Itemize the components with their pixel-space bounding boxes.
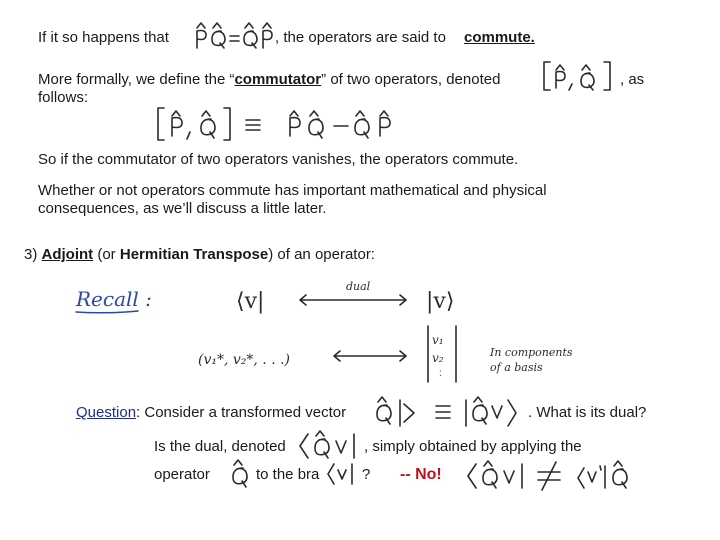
components-arrow [334,351,406,361]
commute-keyword: commute. [464,29,535,46]
section-heading: 3) Adjoint (or Hermitian Transpose) of an operator: [24,246,375,263]
column-v1: v₁ [432,333,444,347]
para4-line1: Whether or not operators commute has important mathematical and physical [38,182,547,199]
adjoint-keyword: Adjoint [41,246,94,263]
para1-before: If it so happens that [38,29,169,46]
commutator-keyword: commutator [234,71,322,88]
para2-as: , as [620,71,645,88]
svg-text::: : [439,368,442,379]
bra-v: ⟨v| [236,289,265,314]
question-mark: ? [362,466,371,483]
recall-label: Recall : [76,287,152,311]
q-hat-operator [226,456,254,488]
components-label-2: of a basis [490,361,543,374]
question-line2-after: , simply obtained by applying the [364,438,582,455]
row-vector: (v₁*, v₂*, . . .) [198,352,291,368]
para2-line1-start: More formally, we define the “commutator” of two operators, denoted [38,71,501,88]
para3: So if the commutator of two operators vanishes, the operators commute. [38,151,519,168]
dual-label: dual [346,280,371,293]
question-line1: Question: Consider a transformed vector [76,404,347,421]
no-answer: -- No! [400,466,442,483]
para2-line2: follows: [38,89,89,106]
pq-equals-qp-equation [187,18,287,52]
q-ket-equals-qv-equation [372,392,528,428]
dual-arrow [300,295,406,305]
recall-diagram [70,278,590,388]
not-equal-expression [464,456,640,492]
para4-line2: consequences, as we’ll discuss a little later. [38,200,327,217]
question-after: . What is its dual? [528,404,647,421]
components-label-1: In components [490,346,573,359]
to-the-bra: to the bra [256,466,320,483]
ket-v: |v⟩ [426,289,455,314]
question-label: Question [76,404,137,421]
hermitian-keyword: Hermitian Transpose [119,246,269,263]
commutator-notation-inline [538,58,618,94]
bra-qv-notation [296,428,366,462]
operator-word: operator [154,466,210,483]
para1-after: , the operators are said to [275,29,446,46]
column-v2: v₂ [432,351,444,365]
commutator-definition-equation [150,102,410,144]
question-line2-before: Is the dual, denoted [154,438,286,455]
bra-v-small [326,460,362,488]
